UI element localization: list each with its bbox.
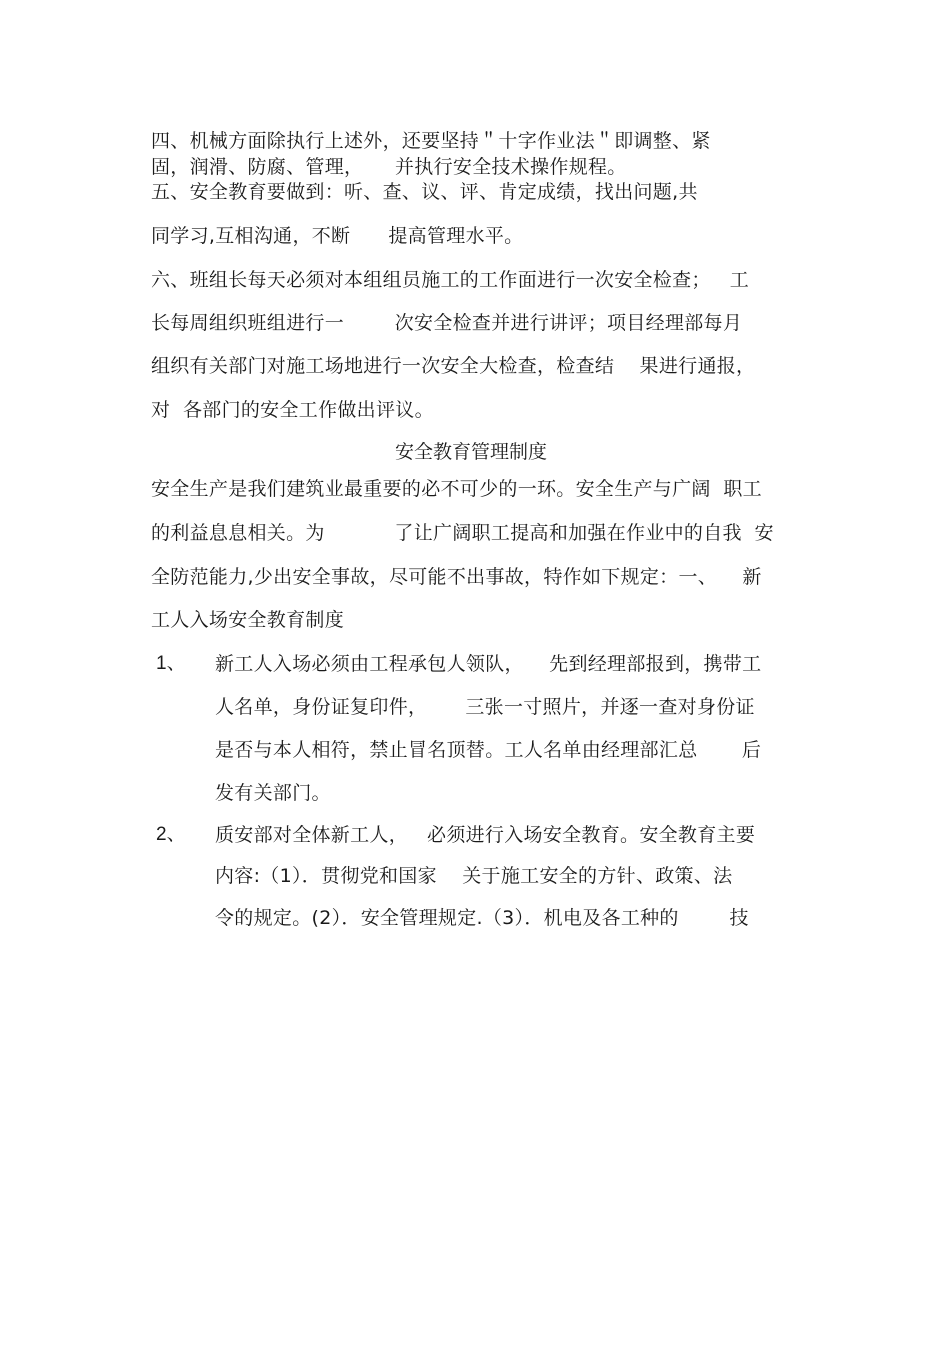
section-heading: 安全教育管理制度 (394, 441, 547, 463)
intro-line-1: 安全生产是我们建筑业最重要的必不可少的一环。安全生产与广阔 职工 (151, 478, 762, 500)
section-five-line-2: 同学习,互相沟通，不断 提高管理水平。 (151, 225, 524, 247)
section-five-line-1: 五、安全教育要做到：听、查、议、评、肯定成绩，找出问题,共 (151, 181, 698, 203)
item-2-line-2: 内容:（1）．贯彻党和国家 关于施工安全的方针、政策、法 (215, 865, 733, 887)
item-1-line-1: 新工人入场必须由工程承包人领队， 先到经理部报到，携带工 (215, 653, 762, 675)
item-1-number: 1、 (156, 653, 186, 674)
item-1-line-4: 发有关部门。 (215, 782, 331, 804)
item-2-line-1: 质安部对全体新工人， 必须进行入场安全教育。安全教育主要 (215, 824, 756, 846)
section-six-line-2: 长每周组织班组进行一 次安全检查并进行讲评；项目经理部每月 (151, 312, 743, 334)
item-2-line-3: 令的规定。(2）．安全管理规定.（3）．机电及各工种的 技 (215, 907, 749, 929)
section-six-line-4: 对 各部门的安全工作做出评议。 (151, 399, 434, 421)
item-2-number: 2、 (156, 824, 186, 845)
section-six-line-1: 六、班组长每天必须对本组组员施工的工作面进行一次安全检查； 工 (151, 269, 750, 291)
section-four-line-1: 四、机械方面除执行上述外，还要坚持＂十字作业法＂即调整、紧 (151, 130, 711, 152)
intro-line-3: 全防范能力,少出安全事故，尽可能不出事故，特作如下规定：一、 新 (151, 566, 762, 588)
section-four-line-2: 固，润滑、防腐、管理， 并执行安全技术操作规程。 (151, 156, 627, 178)
intro-line-4: 工人入场安全教育制度 (151, 609, 345, 631)
item-1-line-3: 是否与本人相符，禁止冒名顶替。工人名单由经理部汇总 后 (215, 739, 762, 761)
section-six-line-3: 组织有关部门对施工场地进行一次安全大检查，检查结 果进行通报， (151, 355, 756, 377)
intro-line-2: 的利益息息相关。为 了让广阔职工提高和加强在作业中的自我 安 (151, 522, 774, 544)
item-1-line-2: 人名单，身份证复印件， 三张一寸照片，并逐一查对身份证 (215, 696, 755, 718)
